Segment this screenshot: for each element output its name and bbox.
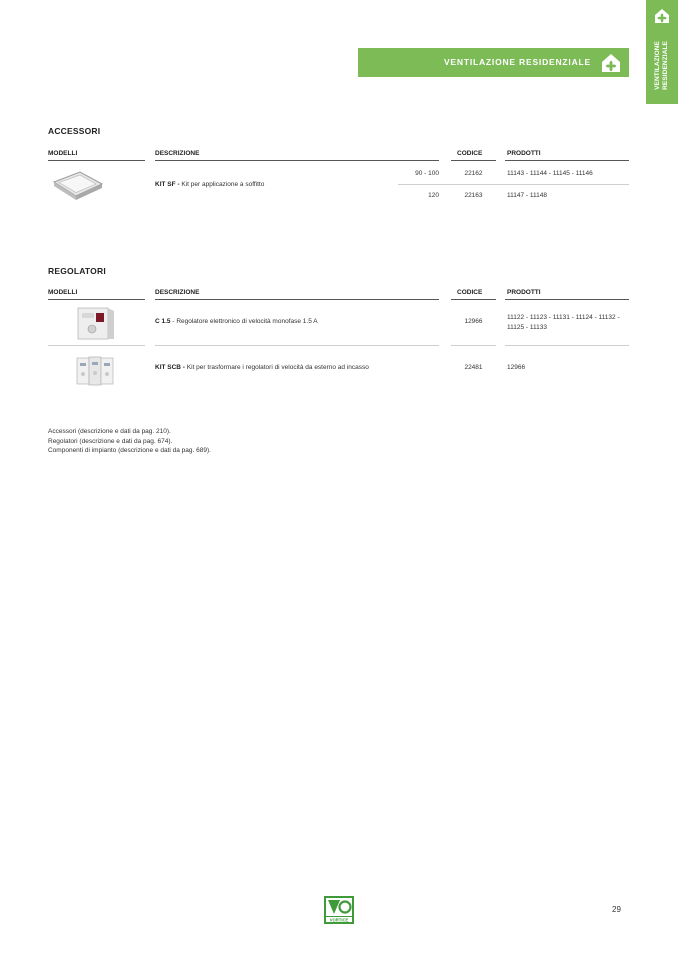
col-header-modelli: MODELLI [48, 150, 78, 157]
size-value: 90 - 100 [415, 170, 439, 177]
c15-regulator-image [76, 305, 118, 341]
footnote-line: Regolatori (descrizione e dati da pag. 674). [48, 437, 173, 445]
codice-value: 22481 [464, 364, 483, 371]
c15-desc-text: - Regolatore elettronico di velocità monofase 1.5 A [170, 318, 318, 325]
c15-name: C 1.5 [155, 318, 171, 325]
kit-scb-desc-text: Kit per trasformare i regolatori di velocità da esterno ad incasso [184, 364, 369, 371]
size-value: 120 [428, 192, 439, 199]
svg-text:VORTICE: VORTICE [329, 917, 349, 923]
prodotti-value: 12966 [507, 364, 526, 371]
c15-description [155, 318, 318, 325]
prodotti-line: 11125 - 11133 [507, 324, 547, 331]
row-divider [48, 345, 145, 346]
codice-value: 22162 [464, 170, 483, 177]
prodotti-value: 11147 - 11148 [507, 192, 547, 199]
header-rule [505, 299, 629, 300]
header-rule [155, 160, 439, 161]
ventilation-house-icon [654, 8, 670, 24]
kit-scb-name: KIT SCB - [155, 364, 185, 371]
vortice-logo [324, 896, 354, 924]
prodotti-line: 11122 - 11123 - 11131 - 11124 - 11132 - [507, 314, 620, 321]
header-rule [48, 160, 145, 161]
col-header-descrizione: DESCRIZIONE [155, 289, 200, 296]
header-rule [48, 299, 145, 300]
side-tab-label: VENTILAZIONE RESIDENZIALE [654, 40, 669, 90]
kit-scb-description [155, 364, 369, 371]
codice-value: 22163 [464, 192, 483, 199]
footnote-line: Accessori (descrizione e dati da pag. 210). [48, 428, 171, 435]
prodotti-value: 11143 - 11144 - 11145 - 11146 [507, 170, 593, 177]
col-header-codice: CODICE [457, 289, 483, 296]
page-number: 29 [612, 905, 621, 914]
header-rule [451, 160, 496, 161]
kit-sf-desc-text: Kit per applicazione a soffitto [179, 181, 265, 188]
col-header-prodotti: PRODOTTI [507, 150, 541, 157]
ventilation-house-icon [601, 53, 621, 73]
footnote-line: Componenti di impianto (descrizione e dati da pag. 689). [48, 447, 211, 454]
col-header-codice: CODICE [457, 150, 483, 157]
header-rule [451, 299, 496, 300]
header-rule [505, 160, 629, 161]
prodotti-value [507, 313, 620, 333]
col-header-descrizione: DESCRIZIONE [155, 150, 200, 157]
side-section-tab [646, 0, 678, 104]
col-header-modelli: MODELLI [48, 289, 78, 296]
codice-value: 12966 [464, 318, 483, 325]
banner-title: VENTILAZIONE RESIDENZIALE [443, 57, 591, 67]
kit-sf-image [50, 168, 104, 216]
kit-sf-name: KIT SF - [155, 181, 180, 188]
kit-sf-description [155, 181, 264, 188]
regolatori-title: REGOLATORI [48, 266, 106, 276]
row-divider [451, 345, 496, 346]
row-divider [398, 184, 629, 185]
section-banner [358, 48, 629, 77]
accessori-title: ACCESSORI [48, 126, 101, 136]
header-rule [155, 299, 439, 300]
kit-scb-image [74, 354, 118, 388]
row-divider [505, 345, 629, 346]
row-divider [155, 345, 439, 346]
col-header-prodotti: PRODOTTI [507, 289, 541, 296]
footnotes [48, 427, 211, 456]
